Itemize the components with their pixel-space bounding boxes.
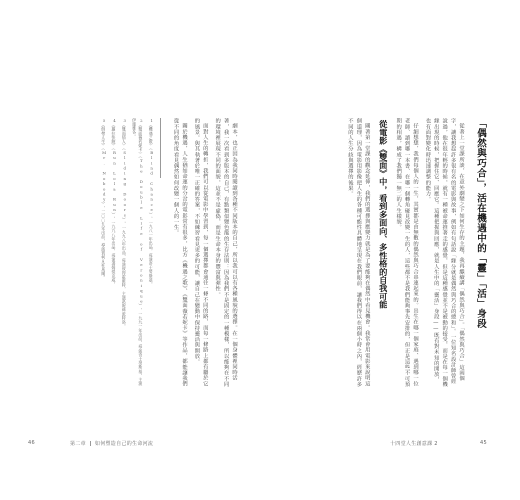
- footnote-1: 1《機遇之歌》（Blind Chance），一九八一年出品，導演奇士勞斯基。: [149, 118, 155, 287]
- right-paragraph-1: 從著上一堂課所談，在意外劇變之下如何生存的主題，我再繼續講「偶然與巧合」。「偶然與巧合」這兩個字，讓我想起許多很有名的電影與故事，例如有句話說「緣分就是偶然與巧合的總和」。一位知名設計師曾經說過，他在很年輕的時候，就有一種被命運推著走的感覺，但是這種感覺並不是被動的接受，而是在每一個機緣出現的時候，把握住它、回應它。這種把握與回應，就是人生中的「靈活」身段——既有對未知的開放，也有面對變化時迅速調整的能力。: [424, 118, 464, 387]
- footnote-2: 2《雙面薇若妮卡》（The Double Life of Veronique），一九九一年出品，導演奇士勞斯基，主演伊蓮雅各。: [132, 118, 144, 386]
- right-running-head: 十四堂人生創意課 2: [390, 441, 438, 447]
- right-paragraph-2: 仔細想想，我們每個人的一生，其實都是由無數的偶然與巧合串連起來的。出生在哪一個家庭、遇到哪一位老師、讀到哪一本書、在哪一個轉角碰見改變一生的人，這些都不是我們能夠事先安排的，但正是這些不可預期的相遇，構成了我們獨一無二的人生樣貌。: [395, 118, 418, 387]
- left-running-head: [70, 440, 153, 447]
- left-chapter-label: 第二章: [70, 441, 86, 447]
- left-paragraph-2: 面對人生的轉折，我們可以從電影中學習到，每一個選擇都會通往一條不同的路，而每一條路上都有屬於它的風景。與其執著於唯一正確的答案，不如練習看見更多的可能，讓自己在變動中保持靈活與開放。: [193, 118, 208, 387]
- right-paragraph-3: 關著第一堂課的觀念延伸，我們的選擇與應變力就是為了要能夠在偶然中看見機會。我常會用電影來說明這個道理，因為電影用影像把人生的各種可能性具體地呈現在我們眼前，讓我們得以在兩個小時之內，經歷許多不同的人生分歧與選擇的後果。: [346, 118, 370, 387]
- footnote-5: 5《倒帶人生》（Mr. Nobody），二〇〇九年出品，導演賈柯凡杜馬爾。: [101, 118, 107, 280]
- section-heading: 「偶然與巧合」，活在機遇中的「靈」「活」身段: [475, 118, 486, 329]
- right-page-text: [277, 118, 487, 388]
- left-paragraph-1: 劇本，也正因為我同時閱讀到各種不同版本的自己，所以我可以有各種風貌的選擇。在一個身體裡同時活著，我一次看到多版本的自己，有點類似變色龍的生存法則：因為我們不是固定的一種模樣，所以能夠在不同的環境裡展現不同的面貌，這並不是虛偽，而是生命本身的豐富與彈性。: [214, 118, 237, 387]
- running-head-divider: [90, 441, 91, 446]
- right-page: [277, 118, 487, 388]
- footnote-3: 3《雙面情人》（Sliding Doors），一九九八年出品，導演彼得霍維特，主演葛妮絲派特洛。: [122, 118, 128, 329]
- footnote-4: 4《蘿拉快跑》（Run Lola Run），一九九八年出品，導演湯姆提克威。: [111, 118, 117, 287]
- left-page: [28, 118, 238, 388]
- left-page-number: 46: [28, 440, 35, 446]
- footnote-divider: [160, 118, 161, 178]
- right-page-number: 45: [480, 440, 487, 446]
- left-paragraph-3: 關於機遇，人生猶如命運的分岔的電影常有很多，比方《機遇之歌》、《雙面薇若妮卡》等作品，都能讓我們從不同的角度看見偶然如何改變一個人的一生。: [172, 118, 187, 387]
- left-page-text: [28, 118, 238, 388]
- section-subheading: 從電影《雙面》中，看到多面向、多性格的自我可能: [378, 120, 389, 309]
- left-chapter-title: 如何塑造自己的生命河流: [94, 441, 154, 447]
